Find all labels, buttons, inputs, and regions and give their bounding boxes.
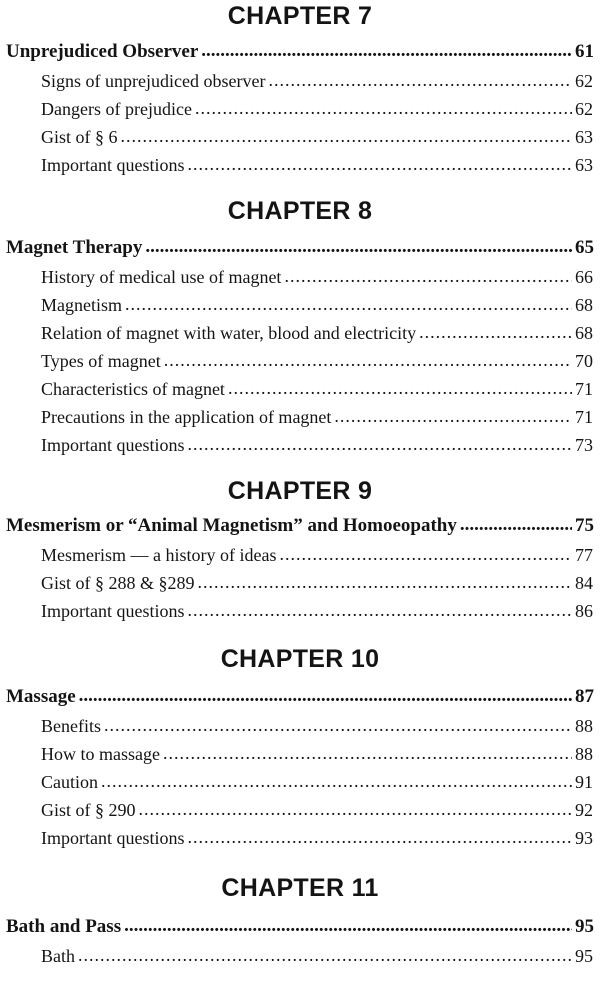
chapter-heading: CHAPTER 8 <box>227 197 373 225</box>
toc-sub-entry[interactable] <box>0 291 600 319</box>
dot-leader <box>228 374 572 402</box>
toc-main-entry[interactable] <box>0 37 600 67</box>
page-number: 77 <box>575 545 593 565</box>
entry-title: Important questions <box>41 601 185 621</box>
entry-title: Unprejudiced Observer <box>6 41 199 62</box>
chapter-heading: CHAPTER 11 <box>221 874 379 902</box>
toc-sub-entry[interactable] <box>0 768 600 796</box>
entry-title: Mesmerism or “Animal Magnetism” and Homoeopathy <box>6 515 457 536</box>
chapter-11-section <box>0 872 600 970</box>
toc-main-entry[interactable] <box>0 233 600 263</box>
dot-leader <box>334 402 572 430</box>
page-number: 63 <box>575 127 593 147</box>
dot-leader <box>187 823 572 851</box>
page-number: 75 <box>575 515 594 536</box>
entry-title: Bath and Pass <box>6 916 122 937</box>
entry-title: How to massage <box>41 744 160 764</box>
dot-leader <box>121 122 573 150</box>
page-number: 61 <box>575 41 594 62</box>
toc-sub-entry[interactable] <box>0 95 600 123</box>
dot-leader <box>268 66 572 94</box>
toc-sub-entry[interactable] <box>0 431 600 459</box>
entry-title: History of medical use of magnet <box>41 267 282 287</box>
entry-title: Precautions in the application of magnet <box>41 407 332 427</box>
page-number: 92 <box>575 800 593 820</box>
toc-sub-entry[interactable] <box>0 319 600 347</box>
entry-title: Magnet Therapy <box>6 237 143 258</box>
entry-title: Gist of § 6 <box>41 127 118 147</box>
toc-main-entry[interactable] <box>0 912 600 942</box>
entry-title: Benefits <box>41 716 101 736</box>
dot-leader <box>104 711 572 739</box>
toc-sub-entry[interactable] <box>0 541 600 569</box>
toc-sub-entry[interactable] <box>0 796 600 824</box>
page-number: 87 <box>575 686 594 707</box>
entry-title: Types of magnet <box>41 351 161 371</box>
chapter-heading: CHAPTER 7 <box>227 2 373 30</box>
entry-title: Caution <box>41 772 98 792</box>
toc-sub-entry[interactable] <box>0 569 600 597</box>
page-number: 73 <box>575 435 593 455</box>
toc-sub-entry[interactable] <box>0 347 600 375</box>
page-number: 70 <box>575 351 593 371</box>
entry-title: Gist of § 290 <box>41 800 136 820</box>
entry-title: Important questions <box>41 155 185 175</box>
chapter-10-section <box>0 643 600 852</box>
dot-leader <box>195 94 572 122</box>
page-number: 68 <box>575 323 593 343</box>
toc-sub-entry[interactable] <box>0 597 600 625</box>
toc-sub-entry[interactable] <box>0 375 600 403</box>
dot-leader <box>198 568 572 596</box>
dot-leader <box>279 540 572 568</box>
page-number: 91 <box>575 772 593 792</box>
page-number: 68 <box>575 295 593 315</box>
toc-sub-entry[interactable] <box>0 740 600 768</box>
entry-title: Dangers of prejudice <box>41 99 192 119</box>
entry-title: Bath <box>41 946 75 966</box>
dot-leader <box>187 430 572 458</box>
toc-sub-entry[interactable] <box>0 151 600 179</box>
entry-title: Mesmerism — a history of ideas <box>41 545 277 565</box>
dot-leader <box>101 767 572 795</box>
page-number: 84 <box>575 573 593 593</box>
page-number: 71 <box>575 407 593 427</box>
page-number: 66 <box>575 267 593 287</box>
dot-leader <box>164 346 572 374</box>
dot-leader <box>163 739 572 767</box>
chapter-8-section <box>0 195 600 459</box>
page-number: 95 <box>575 946 593 966</box>
entry-title: Massage <box>6 686 76 707</box>
dot-leader <box>139 795 573 823</box>
toc-sub-entry[interactable] <box>0 712 600 740</box>
dot-leader <box>125 290 572 318</box>
entry-title: Important questions <box>41 828 185 848</box>
page-number: 65 <box>575 237 594 258</box>
dot-leader <box>79 681 572 711</box>
dot-leader <box>419 318 572 346</box>
entry-title: Signs of unprejudiced observer <box>41 71 266 91</box>
page-number: 95 <box>575 916 594 937</box>
toc-main-entry[interactable] <box>0 682 600 712</box>
dot-leader <box>187 150 572 178</box>
dot-leader <box>201 36 572 66</box>
dot-leader <box>187 596 572 624</box>
entry-title: Magnetism <box>41 295 122 315</box>
dot-leader <box>284 262 572 290</box>
toc-sub-entry[interactable] <box>0 123 600 151</box>
dot-leader <box>145 232 572 262</box>
entry-title: Characteristics of magnet <box>41 379 225 399</box>
page-number: 63 <box>575 155 593 175</box>
dot-leader <box>124 911 572 941</box>
entry-title: Important questions <box>41 435 185 455</box>
entry-title: Gist of § 288 & §289 <box>41 573 195 593</box>
page-number: 88 <box>575 716 593 736</box>
toc-main-entry[interactable] <box>0 511 600 541</box>
dot-leader <box>460 510 572 540</box>
toc-sub-entry[interactable] <box>0 942 600 970</box>
page-number: 88 <box>575 744 593 764</box>
entry-title: Relation of magnet with water, blood and electricity <box>41 323 417 343</box>
dot-leader <box>78 941 572 969</box>
chapter-heading: CHAPTER 10 <box>220 645 380 673</box>
chapter-9-section <box>0 475 600 625</box>
page-number: 62 <box>575 99 593 119</box>
toc-sub-entry[interactable] <box>0 824 600 852</box>
toc-sub-entry[interactable] <box>0 403 600 431</box>
chapter-heading: CHAPTER 9 <box>227 477 373 505</box>
toc-sub-entry[interactable] <box>0 67 600 95</box>
page-number: 93 <box>575 828 593 848</box>
toc-sub-entry[interactable] <box>0 263 600 291</box>
page-number: 62 <box>575 71 593 91</box>
chapter-7-section <box>0 0 600 179</box>
page-number: 86 <box>575 601 593 621</box>
page-number: 71 <box>575 379 593 399</box>
